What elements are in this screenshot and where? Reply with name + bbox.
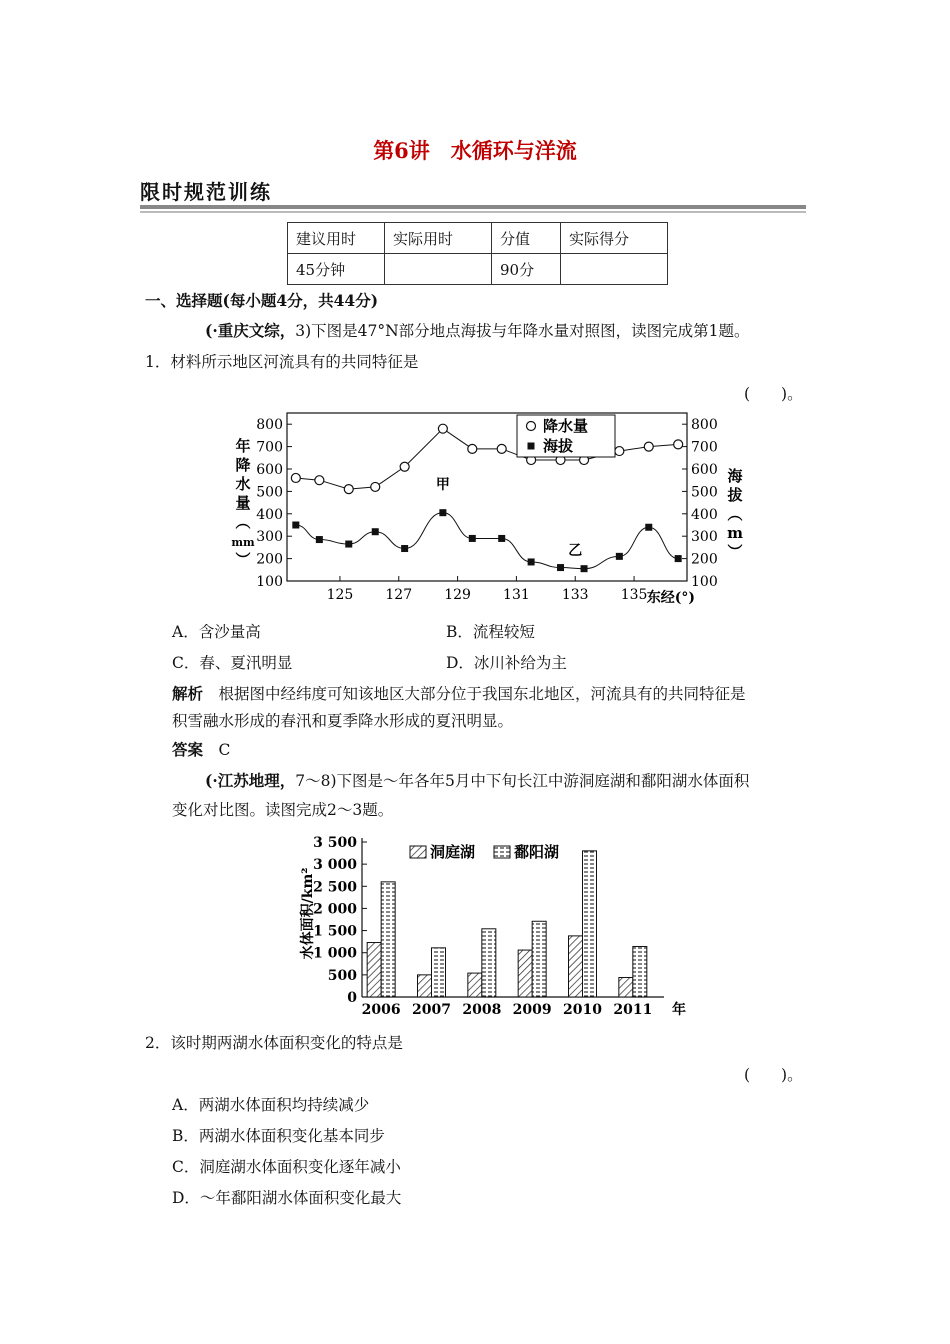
y-tick-label: 400 xyxy=(256,506,283,523)
legend-marker-elevation xyxy=(528,443,535,450)
elevation-point xyxy=(581,565,588,572)
y-tick-label: 3 500 xyxy=(313,835,357,851)
elevation-point xyxy=(316,536,323,543)
point-annotation: 乙 xyxy=(568,543,583,560)
y-tick-label: 100 xyxy=(256,574,283,590)
q2-option-c[interactable]: C．洞庭湖水体面积变化逐年减小 xyxy=(172,1158,401,1176)
elevation-point xyxy=(292,522,299,529)
elevation-point xyxy=(675,555,682,562)
intro-2 xyxy=(205,769,749,791)
y-tick-label-right: 600 xyxy=(691,462,718,478)
intro-2-source: (·江苏地理， xyxy=(205,771,296,790)
bar-poyang xyxy=(532,921,546,997)
elevation-point xyxy=(372,528,379,535)
q2-option-b[interactable]: B．两湖水体面积变化基本同步 xyxy=(172,1127,385,1145)
x-tick-label: 135 xyxy=(620,587,648,603)
elevation-point xyxy=(401,545,408,552)
bar-dongting xyxy=(619,978,633,997)
x-tick-label: 125 xyxy=(326,587,354,603)
y-tick-label-right: 700 xyxy=(691,439,718,456)
precipitation-point xyxy=(400,462,409,471)
x-tick-label: 127 xyxy=(385,587,413,603)
plot-frame xyxy=(287,413,687,581)
q1-analysis xyxy=(172,682,746,704)
table-row xyxy=(288,254,668,285)
legend-label-elevation: 海拔 xyxy=(543,437,574,455)
bar-poyang xyxy=(482,929,496,997)
precipitation-point xyxy=(497,444,506,453)
q1-option-d[interactable]: D．冰川补给为主 xyxy=(446,654,567,672)
y-axis-label: 水体面积/km² xyxy=(300,867,316,960)
chart-legend xyxy=(410,843,559,861)
precipitation-point xyxy=(344,485,353,494)
elevation-point xyxy=(439,509,446,516)
intro-1 xyxy=(205,319,750,341)
precipitation-point xyxy=(371,482,380,491)
y-tick-label: 300 xyxy=(256,529,283,546)
bar-dongting xyxy=(468,973,482,997)
bar-dongting xyxy=(367,943,381,997)
bar-dongting xyxy=(418,975,432,997)
elevation-line xyxy=(296,513,678,569)
chart-marks xyxy=(367,851,647,997)
q1-option-a[interactable]: A．含沙量高 xyxy=(172,623,261,641)
elevation-point xyxy=(469,535,476,542)
x-tick-label: 133 xyxy=(561,587,589,603)
x-axis-label: 东经(°) xyxy=(646,590,695,606)
table-cell: 实际得分 xyxy=(561,223,668,254)
precipitation-elevation-chart xyxy=(225,405,755,615)
elevation-point xyxy=(557,564,564,571)
banner-rule xyxy=(140,205,806,209)
bar-poyang xyxy=(432,948,446,997)
y-tick-label: 600 xyxy=(256,462,283,478)
answer-value: C xyxy=(218,741,231,759)
precipitation-point xyxy=(438,424,447,433)
table-cell: 90分 xyxy=(492,254,561,285)
y-axis-label-right: 海 xyxy=(727,467,743,485)
elevation-point xyxy=(345,541,352,548)
bar-poyang xyxy=(381,882,395,997)
x-tick-label: 129 xyxy=(444,587,471,603)
y-tick-label: 800 xyxy=(256,417,283,434)
legend-label-poyang: 鄱阳湖 xyxy=(514,843,560,861)
precipitation-point xyxy=(291,473,300,482)
y-tick-label: 1 000 xyxy=(313,945,357,962)
y-axis-label-right: ︶ xyxy=(727,543,743,561)
x-tick-label: 131 xyxy=(503,587,530,603)
x-tick-label: 2011 xyxy=(613,1002,653,1018)
y-tick-label: 1 500 xyxy=(313,923,357,940)
table-cell xyxy=(385,254,492,285)
y-axis-label-left: 年 xyxy=(235,437,251,455)
y-tick-label: 3 000 xyxy=(313,857,357,874)
y-axis-label-left: ︵ xyxy=(235,513,251,531)
bar-dongting xyxy=(569,936,583,997)
chart-legend xyxy=(517,415,615,457)
precipitation-point xyxy=(468,444,477,453)
x-tick-label: 2009 xyxy=(512,1002,552,1018)
y-axis-label-left: 降 xyxy=(235,456,251,474)
legend-swatch-dongting xyxy=(410,846,426,858)
banner-rule-thin xyxy=(140,211,806,213)
q1-blank: ( )。 xyxy=(744,385,803,403)
y-tick-label-right: 400 xyxy=(691,506,718,523)
x-tick-label: 2008 xyxy=(462,1002,502,1018)
y-tick-label-right: 200 xyxy=(691,551,718,568)
chart-axes xyxy=(231,413,743,606)
analysis-label: 解析 xyxy=(172,684,204,703)
intro-2-cont: 变化对比图。读图完成2～3题。 xyxy=(172,801,394,819)
y-tick-label: 500 xyxy=(256,484,283,501)
bar-dongting xyxy=(518,950,532,997)
y-axis-label-right: ︵ xyxy=(727,505,743,523)
elevation-point xyxy=(645,524,652,531)
bar-poyang xyxy=(633,947,647,997)
q2-blank: ( )。 xyxy=(744,1066,803,1084)
y-axis-label-left: 水 xyxy=(235,475,251,493)
elevation-point xyxy=(498,535,505,542)
y-axis-label-left: ︶ xyxy=(235,551,251,569)
legend-marker-precipitation xyxy=(527,422,536,431)
y-tick-label: 700 xyxy=(256,439,283,456)
legend-label-dongting: 洞庭湖 xyxy=(430,843,476,861)
y-axis-label-left: 量 xyxy=(235,494,251,512)
legend-label-precipitation: 降水量 xyxy=(543,417,589,435)
elevation-point xyxy=(528,558,535,565)
x-tick-label: 2010 xyxy=(563,1002,602,1018)
q2-stem: 2．该时期两湖水体面积变化的特点是 xyxy=(145,1034,403,1052)
q2-option-a[interactable]: A．两湖水体面积均持续减少 xyxy=(172,1096,370,1114)
y-tick-label: 2 000 xyxy=(313,901,357,918)
section-banner: 限时规范训练 xyxy=(140,180,272,204)
q1-answer xyxy=(172,738,230,760)
lake-area-chart xyxy=(296,830,696,1020)
answer-label: 答案 xyxy=(172,740,204,759)
x-tick-label: 2007 xyxy=(412,1002,451,1018)
intro-1-text: 3)下图是47°N部分地点海拔与年降水量对照图，读图完成第1题。 xyxy=(295,322,750,340)
intro-2-text: 7～8)下图是～年各年5月中下旬长江中游洞庭湖和鄱阳湖水体面积 xyxy=(295,772,750,790)
y-tick-label: 200 xyxy=(256,551,283,568)
precipitation-point xyxy=(674,440,683,449)
elevation-point xyxy=(616,553,623,560)
y-tick-label-right: 500 xyxy=(691,484,718,501)
y-axis-label-left: mm xyxy=(231,536,255,549)
page-title: 第6讲 水循环与洋流 xyxy=(373,138,577,163)
precipitation-line xyxy=(296,429,678,489)
intro-1-source: (·重庆文综， xyxy=(205,321,296,340)
table-cell: 建议用时 xyxy=(288,223,385,254)
precipitation-point xyxy=(315,476,324,485)
x-axis-label: 年 xyxy=(672,1002,686,1018)
precipitation-point xyxy=(615,447,624,456)
chart-marks xyxy=(291,424,682,572)
y-tick-label: 0 xyxy=(347,990,357,1006)
q1-analysis-cont: 积雪融水形成的春汛和夏季降水形成的夏汛明显。 xyxy=(172,712,514,730)
precipitation-point xyxy=(644,442,653,451)
y-tick-label-right: 100 xyxy=(691,574,718,590)
x-tick-label: 2006 xyxy=(361,1002,401,1018)
table-cell: 实际用时 xyxy=(385,223,492,254)
bar-poyang xyxy=(583,851,597,997)
section-heading: 一、选择题(每小题4分，共44分) xyxy=(145,291,379,310)
table-row xyxy=(288,223,668,254)
y-axis-label-right: 拔 xyxy=(727,486,743,504)
y-tick-label: 500 xyxy=(327,967,357,984)
y-tick-label-right: 800 xyxy=(691,417,718,434)
table-cell: 分值 xyxy=(492,223,561,254)
table-cell: 45分钟 xyxy=(288,254,385,285)
q1-stem: 1．材料所示地区河流具有的共同特征是 xyxy=(145,353,419,371)
point-annotation: 甲 xyxy=(435,477,450,494)
q1-option-c[interactable]: C．春、夏汛明显 xyxy=(172,654,293,672)
q1-option-b[interactable]: B．流程较短 xyxy=(446,623,535,641)
y-tick-label-right: 300 xyxy=(691,529,718,546)
legend-swatch-poyang xyxy=(494,846,510,858)
table-cell xyxy=(561,254,668,285)
y-axis-label-right: m xyxy=(727,524,743,542)
y-tick-label: 2 500 xyxy=(313,879,357,896)
q2-option-d[interactable]: D．～年鄱阳湖水体面积变化最大 xyxy=(172,1189,402,1207)
timing-table xyxy=(287,222,668,285)
analysis-text: 根据图中经纬度可知该地区大部分位于我国东北地区，河流具有的共同特征是 xyxy=(218,685,746,703)
